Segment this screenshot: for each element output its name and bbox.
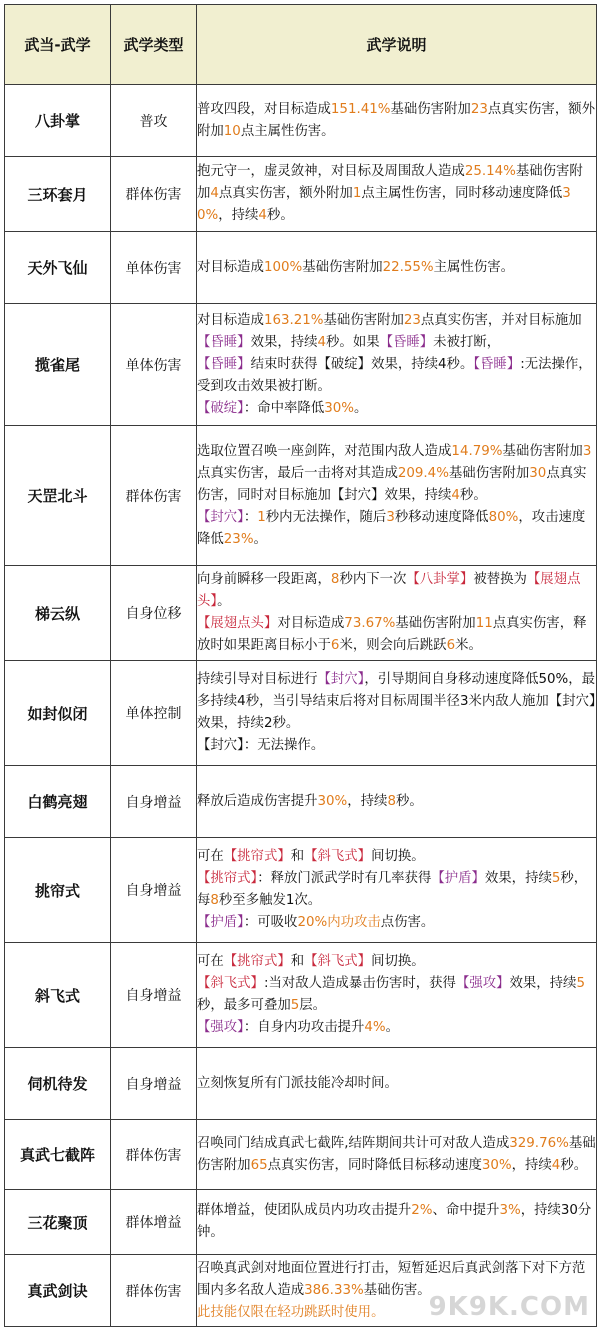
skill-description xyxy=(197,1048,597,1120)
skill-description xyxy=(197,426,597,566)
skill-type: 单体伤害 xyxy=(111,232,197,304)
table-row xyxy=(5,157,597,232)
skill-type: 自身增益 xyxy=(111,766,197,838)
table-row xyxy=(5,304,597,426)
value-highlight: 23 xyxy=(470,101,488,117)
description-text: 基础伤害附加 xyxy=(502,443,583,459)
description-text: ，引导期间自身移动速度降低50%，最多持续4秒，当引导结束后将对目标周围半径3米内敌人施加【封穴】效果，持续2秒。 xyxy=(197,672,596,731)
value-highlight: 1 xyxy=(257,509,266,525)
description-text: 秒。 xyxy=(395,793,423,809)
description-text: 主属性伤害。 xyxy=(433,259,514,275)
value-highlight: 30% xyxy=(481,1157,512,1173)
description-text: 普攻四段，对目标造成 xyxy=(197,101,331,117)
skill-table xyxy=(4,4,597,1327)
value-highlight: 100% xyxy=(263,259,303,275)
skill-name: 真武剑诀 xyxy=(5,1255,111,1327)
description-text: 层。 xyxy=(299,998,327,1013)
description-text: ： xyxy=(243,509,258,525)
skill-name: 梯云纵 xyxy=(5,566,111,661)
skill-description xyxy=(197,1190,597,1255)
description-text: ：释放门派武学时有几率获得 xyxy=(257,871,432,886)
skill-name: 斜飞式 xyxy=(5,943,111,1048)
skill-description xyxy=(197,838,597,943)
skill-type: 自身增益 xyxy=(111,1048,197,1120)
value-highlight: 4% xyxy=(364,1020,386,1035)
description-text: 选取位置召唤一座剑阵，对范围内敌人造成 xyxy=(197,443,452,459)
value-highlight: 11 xyxy=(475,616,493,631)
skill-name: 伺机待发 xyxy=(5,1048,111,1120)
value-highlight: 10 xyxy=(223,123,241,139)
description-text: 和 xyxy=(290,849,305,864)
description-text: :当对敌人造成暴击伤害时，获得 xyxy=(263,976,456,991)
skill-description xyxy=(197,661,597,766)
table-row xyxy=(5,1048,597,1120)
value-highlight: 4 xyxy=(451,487,460,503)
description-text: 秒。 xyxy=(266,208,294,223)
header-skill-name: 武当-武学 xyxy=(5,5,111,85)
description-text: 结束时获得【破绽】效果，持续4秒。 xyxy=(250,356,474,372)
skill-type: 普攻 xyxy=(111,85,197,157)
description-text: 秒至多触发1次。 xyxy=(218,893,322,908)
description-text: 未被打断， xyxy=(433,334,501,350)
description-text: 间切换。 xyxy=(371,954,425,969)
value-highlight: 6 xyxy=(446,638,456,653)
value-highlight: 6 xyxy=(330,638,340,653)
skill-name: 天罡北斗 xyxy=(5,426,111,566)
value-highlight: 30% xyxy=(324,400,354,416)
description-text: ，持续 xyxy=(218,208,259,223)
value-highlight: 73.67% xyxy=(344,616,396,631)
description-text: 、命中提升 xyxy=(432,1203,500,1218)
description-text: 。 xyxy=(217,594,231,609)
description-text: ，持续30分钟。 xyxy=(197,1203,592,1240)
table-row xyxy=(5,943,597,1048)
table-row xyxy=(5,1120,597,1190)
description-text: 基础伤害附加 xyxy=(197,164,583,201)
description-text: 基础伤害附加 xyxy=(197,1135,596,1173)
keyword-highlight: 【昏睡】 xyxy=(197,356,251,372)
description-text: 秒。 xyxy=(459,487,487,503)
keyword-highlight: 【斜飞式】 xyxy=(304,849,372,864)
description-text: 秒。 xyxy=(560,1157,588,1173)
skill-name: 白鹤亮翅 xyxy=(5,766,111,838)
description-text: 点真实伤害，最后一击将对其造成 xyxy=(197,465,398,481)
description-text: 向身前瞬移一段距离， xyxy=(197,572,331,587)
table-row xyxy=(5,566,597,661)
description-text: 可在 xyxy=(197,849,224,864)
description-text: 点真实伤害，同时降低目标移动速度 xyxy=(267,1157,482,1173)
keyword-highlight: 【强攻】 xyxy=(455,976,510,991)
description-text: 秒内无法操作，随后 xyxy=(265,509,387,525)
value-highlight: 5 xyxy=(551,871,561,886)
description-text: 点主属性伤害。 xyxy=(240,123,335,139)
description-text: 召唤同门结成真武七截阵,结阵期间共计可对敌人造成 xyxy=(197,1135,510,1151)
skill-description xyxy=(197,1120,597,1190)
description-text: 群体增益，使团队成员内功攻击提升 xyxy=(197,1203,412,1218)
table-row xyxy=(5,426,597,566)
value-highlight: 23 xyxy=(403,312,421,328)
keyword-highlight: 【昏睡】 xyxy=(197,334,251,350)
keyword-highlight: 【斜飞式】 xyxy=(304,954,372,969)
skill-description xyxy=(197,304,597,426)
value-highlight: 4 xyxy=(551,1157,561,1173)
description-text: 秒移动速度降低 xyxy=(394,509,489,525)
description-text: 对目标造成 xyxy=(277,616,345,631)
skill-description xyxy=(197,157,597,232)
skill-type: 群体伤害 xyxy=(111,157,197,232)
keyword-highlight: 【展翅点头】 xyxy=(197,616,278,631)
description-text: 米。 xyxy=(455,638,482,653)
value-highlight: 163.21% xyxy=(263,312,324,328)
description-text: 点真实伤害，额外附加 xyxy=(197,101,595,139)
skill-type: 自身增益 xyxy=(111,943,197,1048)
value-highlight: 8 xyxy=(387,793,396,809)
description-text: 点伤害。 xyxy=(380,915,435,930)
skill-type: 群体伤害 xyxy=(111,426,197,566)
description-text: 释放后造成伤害提升 xyxy=(197,793,318,809)
keyword-highlight: 【挑帘式】 xyxy=(197,871,258,886)
skill-type: 群体伤害 xyxy=(111,1120,197,1190)
description-text: 点真实伤害，额外附加 xyxy=(218,186,353,201)
skill-name: 三花聚顶 xyxy=(5,1190,111,1255)
description-text: 对目标造成 xyxy=(197,312,264,328)
description-text: 。 xyxy=(353,400,368,416)
skill-type: 群体伤害 xyxy=(111,1255,197,1327)
description-text: 基础伤害附加 xyxy=(395,616,476,631)
description-text: 基础伤害。 xyxy=(363,1282,431,1298)
skill-description xyxy=(197,566,597,661)
value-highlight: 25.14% xyxy=(464,164,516,179)
table-row xyxy=(5,766,597,838)
skill-description xyxy=(197,943,597,1048)
value-highlight: 20%内功攻击 xyxy=(297,915,381,930)
description-text: 被替换为 xyxy=(473,572,527,587)
value-highlight: 8 xyxy=(210,893,219,908)
value-highlight: 4 xyxy=(210,186,219,201)
value-highlight: 23% xyxy=(223,531,254,547)
keyword-highlight: 【昏睡】 xyxy=(379,334,434,350)
value-highlight: 3% xyxy=(499,1203,521,1218)
description-text: ，持续 xyxy=(347,793,388,809)
skill-name: 挑帘式 xyxy=(5,838,111,943)
description-text: ，攻击速度降低 xyxy=(197,509,586,547)
description-text: 效果，持续 xyxy=(484,871,552,886)
keyword-highlight: 【斜飞式】 xyxy=(197,976,264,991)
value-highlight: 8 xyxy=(330,572,340,587)
value-highlight: 3 xyxy=(386,509,395,525)
table-row xyxy=(5,661,597,766)
value-highlight: 30% xyxy=(197,186,571,223)
description-text: 基础伤害附加 xyxy=(448,465,530,481)
keyword-highlight: 此技能仅限在轻功跳跃时使用。 xyxy=(197,1304,385,1320)
description-text: 和 xyxy=(290,954,305,969)
description-text: 。 xyxy=(253,531,267,547)
skill-description xyxy=(197,766,597,838)
skill-description xyxy=(197,232,597,304)
table-row xyxy=(5,838,597,943)
description-text: :无法操作，受到攻击效果被打断。 xyxy=(197,356,592,394)
value-highlight: 1 xyxy=(352,186,362,201)
keyword-highlight: 【破绽】 xyxy=(197,400,244,416)
value-highlight: 22.55% xyxy=(382,259,434,275)
description-text: 对目标造成 xyxy=(197,259,264,275)
description-text: 秒内下一次 xyxy=(339,572,407,587)
keyword-highlight: 【挑帘式】 xyxy=(223,849,291,864)
table-row xyxy=(5,1190,597,1255)
watermark: 9K9K.COM xyxy=(428,1292,590,1322)
skill-type: 自身位移 xyxy=(111,566,197,661)
value-highlight: 4 xyxy=(317,334,327,350)
description-text: 点真实伤害，并对目标施加 xyxy=(420,312,582,328)
description-text: 【封穴】：无法操作。 xyxy=(197,738,325,753)
value-highlight: 80% xyxy=(488,509,519,525)
description-text: 效果，持续 xyxy=(250,334,318,350)
skill-description xyxy=(197,85,597,157)
table-row xyxy=(5,232,597,304)
description-text: 可在 xyxy=(197,954,224,969)
value-highlight: 5 xyxy=(576,976,585,991)
description-text: 点真实伤害，释放时如果距离目标小于 xyxy=(197,616,587,653)
skill-name: 天外飞仙 xyxy=(5,232,111,304)
description-text: 秒，最多可叠加 xyxy=(197,998,291,1013)
description-text: ：命中率降低 xyxy=(243,400,325,416)
description-text: 点真实伤害，同时对目标施加【封穴】效果，持续 xyxy=(197,465,587,503)
description-text: 间切换。 xyxy=(371,849,425,864)
value-highlight: 4 xyxy=(258,208,267,223)
value-highlight: 3 xyxy=(582,443,592,459)
skill-type: 群体增益 xyxy=(111,1190,197,1255)
keyword-highlight: 【护盾】 xyxy=(197,915,244,930)
description-text: 。 xyxy=(385,1020,400,1035)
description-text: 抱元守一，虚灵敛神，对目标及周围敌人造成 xyxy=(197,164,465,179)
header-skill-type: 武学类型 xyxy=(111,5,197,85)
value-highlight: 209.4% xyxy=(397,465,449,481)
table-row xyxy=(5,85,597,157)
skill-name: 三环套月 xyxy=(5,157,111,232)
description-text: ：可吸收 xyxy=(243,915,298,930)
skill-type: 单体控制 xyxy=(111,661,197,766)
value-highlight: 30% xyxy=(317,793,348,809)
table-header-row xyxy=(5,5,597,85)
skill-type: 单体伤害 xyxy=(111,304,197,426)
value-highlight: 65 xyxy=(250,1157,268,1173)
description-text: 秒，每 xyxy=(197,871,588,908)
description-text: 基础伤害附加 xyxy=(323,312,404,328)
keyword-highlight: 【八卦掌】 xyxy=(406,572,474,587)
keyword-highlight: 【封穴】 xyxy=(197,509,244,525)
keyword-highlight: 【昏睡】 xyxy=(473,356,521,372)
description-text: ：自身内功攻击提升 xyxy=(243,1020,365,1035)
value-highlight: 151.41% xyxy=(330,101,391,117)
skill-name: 揽雀尾 xyxy=(5,304,111,426)
value-highlight: 329.76% xyxy=(509,1135,569,1151)
skill-name: 八卦掌 xyxy=(5,85,111,157)
keyword-highlight: 【展翅点头】 xyxy=(197,572,581,609)
description-text: 秒。如果 xyxy=(326,334,380,350)
skill-name: 真武七截阵 xyxy=(5,1120,111,1190)
header-skill-desc: 武学说明 xyxy=(197,5,597,85)
description-text: 立刻恢复所有门派技能冷却时间。 xyxy=(197,1075,398,1091)
value-highlight: 386.33% xyxy=(304,1282,364,1298)
description-text: 基础伤害附加 xyxy=(390,101,471,117)
description-text: 基础伤害附加 xyxy=(302,259,383,275)
skill-type: 自身增益 xyxy=(111,838,197,943)
description-text: ，持续 xyxy=(511,1157,552,1173)
value-highlight: 30 xyxy=(529,465,547,481)
keyword-highlight: 【强攻】 xyxy=(197,1020,244,1035)
keyword-highlight: 【封穴】 xyxy=(317,672,365,687)
value-highlight: 5 xyxy=(290,998,300,1013)
value-highlight: 2% xyxy=(411,1203,433,1218)
description-text: 米，则会向后跳跃 xyxy=(339,638,447,653)
keyword-highlight: 【护盾】 xyxy=(431,871,485,886)
description-text: 点主属性伤害，同时移动速度降低 xyxy=(361,186,563,201)
description-text: 效果，持续 xyxy=(509,976,577,991)
keyword-highlight: 【挑帘式】 xyxy=(223,954,291,969)
description-text: 召唤真武剑对地面位置进行打击，短暂延迟后真武剑落下对下方范围内多名敌人造成 xyxy=(197,1260,586,1298)
description-text: 持续引导对目标进行 xyxy=(197,672,318,687)
value-highlight: 14.79% xyxy=(451,443,503,459)
skill-name: 如封似闭 xyxy=(5,661,111,766)
